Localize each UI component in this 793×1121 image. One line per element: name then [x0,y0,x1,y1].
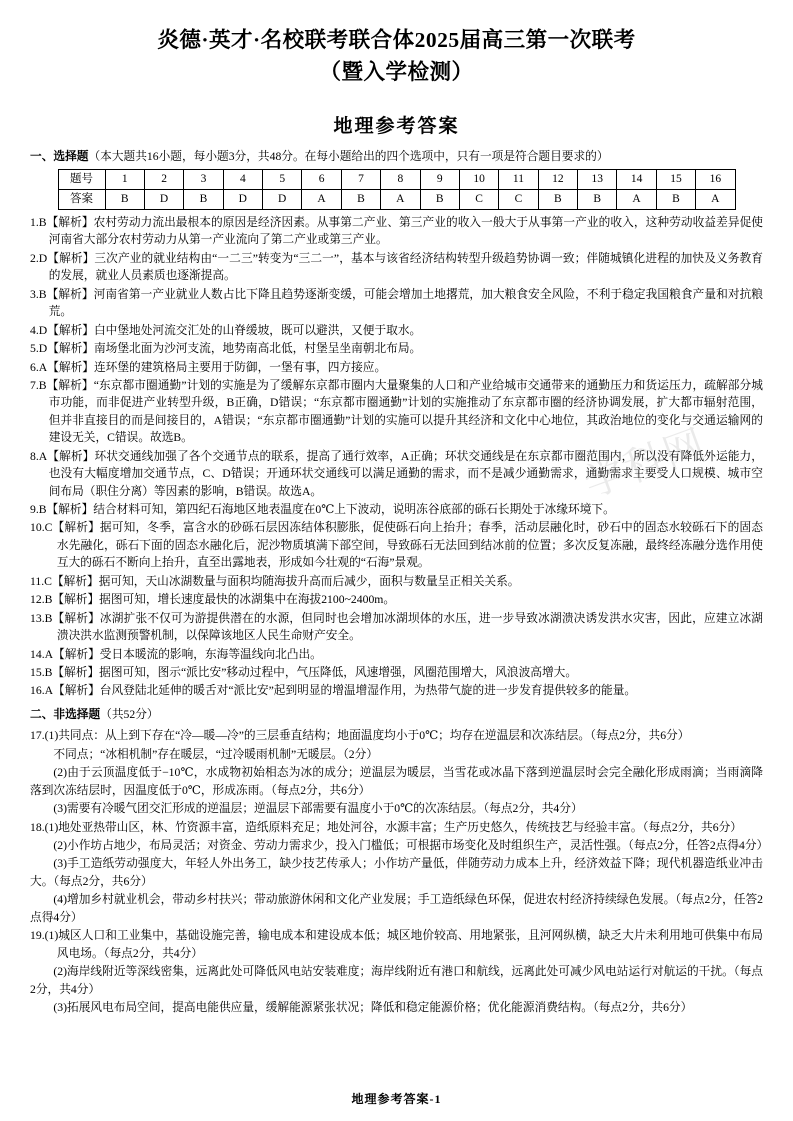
essay-answer-item: 19.(1)城区人口和工业集中，基础设施完善，输电成本和建设成本低；城区地价较高、用地紧张，且河网纵横，缺乏大片未利用地可供集中布局风电场。（每点2分，共4分） [30,929,763,960]
table-cell: B [578,190,617,210]
explanation-item: 5.D【解析】南场堡北面为沙河支流，地势南高北低，村堡呈坐南朝北布局。 [30,342,422,356]
table-cell: 15 [656,170,695,190]
essay-answer-item: (3)手工造纸劳动强度大，年轻人外出务工，缺少技艺传承人；小作坊产量低，伴随劳动力成本上升，经济效益下降；现代机器造纸业冲击大。（每点2分，共6分） [30,857,763,888]
explanation-item: 2.D【解析】三次产业的就业结构由“一二三”转变为“三二一”，基本与该省经济结构转型升级趋势协调一致；伴随城镇化进程的加快及义务教育的发展，就业人员素质也逐渐提高。 [30,251,763,283]
essay-answer-item: (2)小作坊占地少，布局灵活；对资金、劳动力需求少，投入门槛低；可根据市场变化及时组织生产，灵活性强。（每点2分，任答2点得4分） [53,839,769,853]
explanation-item: 3.B【解析】河南省第一产业就业人数占比下降且趋势逐渐变缓，可能会增加土地撂荒，加大粮食安全风险，不利于稳定我国粮食产量和对抗粮荒。 [30,287,763,319]
table-cell: 11 [499,170,538,190]
table-cell: 13 [578,170,617,190]
section-heading-essay-label: 二、非选择题 [30,707,101,721]
subject-title: 地理参考答案 [333,115,460,137]
explanation-item: 15.B【解析】据图可知，图示“派比安”移动过程中，气压降低，风速增强，风圈范围增大，风浪波高增大。 [30,665,578,679]
section-heading-essay [30,706,763,724]
explanation-item: 7.B【解析】“东京都市圈通勤”计划的实施是为了缓解东京都市圈内大量聚集的人口和产业给城市交通带来的通勤压力和货运压力，疏解部分城市功能，而非促进产业转型升级，B正确，D错误；“东京都市圈通勤”计划的实施推动了东京都市圈的经济协调发展，扩大都市辐射范围，但并非直接目的而是间接目的，A错误；“东京都市圈通勤”计划的实施可以提升其经济和文化中心地位，其政治地位的变化与交通运输网的建设无关，C错误。故选B。 [30,378,763,445]
page-title [30,24,763,89]
table-cell: B [656,190,695,210]
table-cell: D [263,190,302,210]
watermark: 学科网 [578,420,712,507]
explanation-item: 14.A【解析】受日本暖流的影响，东海等温线向北凸出。 [30,647,322,661]
table-cell: 14 [617,170,656,190]
table-header-answer: 答案 [58,190,105,210]
essay-answer-item: 不同点；“冰相机制”存在暖层，“过冷暖雨机制”无暖层。（2分） [53,747,379,761]
table-cell: B [538,190,577,210]
table-cell: B [341,190,380,210]
table-cell: C [499,190,538,210]
table-cell: A [696,190,735,210]
explanation-item: 13.B【解析】冰湖扩张不仅可为游提供潜在的水源，但同时也会增加冰湖坝体的水压，进一步导致冰湖溃决诱发洪水灾害，因此，应建立冰湖溃决洪水监测预警机制，以保障该地区人民生命财产安全。 [30,611,763,643]
section-heading-choice [30,148,763,166]
table-cell: B [420,190,459,210]
table-cell: 2 [144,170,183,190]
section-heading-choice-desc: （本大题共16小题，每小题3分，共48分。在每小题给出的四个选项中，只有一项是符合题目要求的） [88,149,609,163]
essay-answer-item: (2)海岸线附近等深线密集，远离此处可降低风电站安装难度；海岸线附近有港口和航线，远离此处可减少风电站运行对航运的干扰。（每点2分，共4分） [30,965,763,996]
table-cell: 9 [420,170,459,190]
table-cell: 8 [381,170,420,190]
explanation-item: 11.C【解析】据可知，天山冰湖数量与面积均随海拔升高而后减少，面积与数量呈正相关关系。 [30,574,520,588]
essay-answer-item: (3)拓展风电布局空间，提高电能供应量，缓解能源紧张状况；降低和稳定能源价格；优化能源消费结构。（每点2分，共6分） [53,1000,693,1014]
table-cell: C [459,190,498,210]
explanation-item: 6.A【解析】连环堡的建筑格局主要用于防御，一堡有事，四方接应。 [30,360,387,374]
explanation-list [30,214,763,700]
table-cell: 10 [459,170,498,190]
explanation-item: 1.B【解析】农村劳动力流出最根本的原因是经济因素。从事第二产业、第三产业的收入一般大于从事第一产业的收入，这种劳动收益差异促使河南省大部分农村劳动力从第一产业流向了第二产业或第三产业。 [30,216,763,247]
table-cell: A [617,190,656,210]
essay-answer-item: (4)增加乡村就业机会，带动乡村扶兴；带动旅游休闲和文化产业发展；手工造纸绿色环保，促进农村经济持续绿色发展。（每点2分，任答2点得4分） [30,893,763,924]
table-cell: 4 [223,170,262,190]
explanation-item: 16.A【解析】台风登陆北延伸的暖舌对“派比安”起到明显的增温增湿作用，为热带气旋的进一步发育提供较多的能量。 [30,684,637,698]
table-cell: 3 [184,170,223,190]
explanation-item: 4.D【解析】白中堡地处河流交汇处的山脊缓坡，既可以避洪，又便于取水。 [30,323,422,337]
table-cell: A [381,190,420,210]
section-heading-essay-desc: （共52分） [100,707,159,721]
essay-answer-list [30,727,769,1016]
table-cell: D [144,190,183,210]
section-heading-choice-label: 一、选择题 [30,149,89,163]
essay-answer-item: (3)需要有冷暖气团交汇形成的逆温层；逆温层下部需要有温度小于0℃的次冻结层。（每点2分，共4分） [53,802,583,816]
table-row-numbers [58,170,735,190]
title-line-1: 炎德·英才·名校联考联合体2025届高三第一次联考 [157,28,636,52]
page-footer: 地理参考答案-1 [351,1092,442,1106]
explanation-item: 8.A【解析】环状交通线加强了各个交通节点的联系，提高了通行效率，A正确；环状交通线是在东京都市圈范围内，所以没有降低外运能力，也没有大幅度增加交通节点，C、D错误；开通环状交通线可以满足通勤的需求，而不是减少通勤需求，通勤需求主要受人口规模、城市空间布局（职住分离）等因素的影响，B错误。故选A。 [30,449,763,498]
answer-table [58,169,736,210]
table-cell: 16 [696,170,735,190]
table-header-number: 题号 [58,170,105,190]
essay-answer-item: (2)由于云顶温度低于−10℃，水成物初始相态为冰的成分；逆温层为暖层，当雪花或冰晶下落到逆温层时会完全融化形成雨滴；当雨滴降落到次冻结层时，因温度低于0℃，形成冻雨。（每点2分，共6分） [30,766,763,797]
table-cell: 5 [263,170,302,190]
explanation-item: 10.C【解析】据可知，冬季，富含水的砂砾石层因冻结体积膨胀，促使砾石向上抬升；春季，活动层融化时，砂石中的固态水较砾石下的固态水先融化，砾石下面的固态水融化后，泥沙物质填满下部空间，导致砾石无法回到结冰前的位置；多次反复冻融，最终经冻融分选作用使互大的砾石不断向上抬升，直至出露地表，形成如今壮观的“石海”景观。 [30,521,763,570]
table-cell: 1 [105,170,144,190]
table-cell: 6 [302,170,341,190]
table-cell: A [302,190,341,210]
title-line-2: （暨入学检测） [319,60,474,85]
essay-answer-item: 17.(1)共同点：从上到下存在“冷—暖—冷”的三层垂直结构；地面温度均小于0℃；均存在逆温层和次冻结层。（每点2分，共6分） [30,729,690,743]
table-cell: B [105,190,144,210]
table-cell: 12 [538,170,577,190]
table-cell: 7 [341,170,380,190]
essay-answer-item: 18.(1)地处亚热带山区，林、竹资源丰富，造纸原料充足；地处河谷，水源丰富；生产历史悠久，传统技艺与经验丰富。（每点2分，共6分） [30,820,742,834]
table-cell: D [223,190,262,210]
table-row-answers [58,190,735,210]
explanation-item: 12.B【解析】据图可知，增长速度最快的冰湖集中在海拔2100~2400m。 [30,593,396,607]
explanation-item: 9.B【解析】结合材料可知，第四纪石海地区地表温度在0℃上下波动，说明冻谷底部的砾石长期处于冰缘环境下。 [30,503,615,517]
table-cell: B [184,190,223,210]
